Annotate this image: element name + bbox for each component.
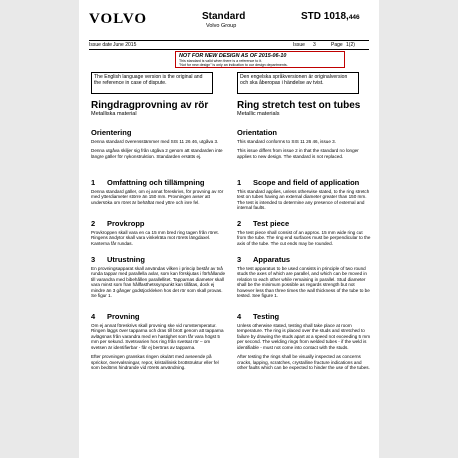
section-title: Provning	[107, 311, 140, 321]
notice-line-indication: "Not for new design" is only an indication to our design departments.	[179, 63, 288, 68]
section-heading	[237, 128, 373, 137]
swedish-subtitle: Metalliska material	[91, 111, 137, 117]
section-title: Apparatus	[253, 254, 291, 264]
section-title: Orientation	[237, 127, 278, 137]
section-heading	[237, 219, 373, 228]
paragraph: Provkroppen skall vara en ca 15 mm bred ring tagen från röret. Ringens ändytor skall vara vinkelräta mot rörets längdaxel. Kanterna får rundas.	[91, 229, 219, 246]
paragraph: Unless otherwise stated, testing shall take place at room temperature. The ring is placed over the studs and stretched to failure by drawing the studs apart at a speed not exceeding 5 mm per second. The welding rings from welded tubes - if the weld is identifiable - must not come into contact with the studs.	[237, 322, 371, 350]
section-title: Omfattning och tillämpning	[107, 177, 205, 187]
section-en-2	[237, 219, 373, 255]
paragraph: This standard applies, unless otherwise stated, to the ring stretch test on tubes having an external diameter greater than 150 mm. The test is intended to determine any presence of external and internal faults.	[237, 188, 370, 210]
paragraph: En provningsapparat skall användas vilken i princip består av två runda tappar med parallella axlar, som kan förskjutas i förhållande till varandra med bibehållen parallellitet. Tapparnas diameter skall vara minst som fran hållfasthetssynpunkt kan tillåtas, dock ej mindre än 3 gånger godstjockleken hos det rör som skall provas. Se figur 1.	[91, 265, 226, 298]
english-title: Ring stretch test on tubes	[237, 100, 361, 111]
standard-number-suffix: 446	[348, 14, 360, 21]
standard-number-main: STD 1018,	[301, 11, 349, 22]
section-number: 2	[237, 218, 242, 228]
section-heading	[91, 219, 227, 228]
paragraph: This issue differs from issue 2 in that the standard no longer applies to new design. The standard is not replaced.	[237, 148, 359, 159]
paragraph: The test apparatus to be used consists in principle of two round studs the axes of which are parallel, and which can be moved in relation to each other while remaining in parallel. Stud diameter shall be the minimum possible as regards strength but not however less than three times the wall thickness of the tube to be tested. See figure 1.	[237, 265, 370, 298]
swedish-title: Ringdragprovning av rör	[91, 100, 209, 111]
section-number: 4	[237, 311, 242, 321]
paragraph: Denna standard överensstämmer med SIS 11 26 46, utgåva 3.	[91, 138, 219, 144]
section-number: 3	[237, 254, 242, 264]
not-for-new-design-notice	[175, 51, 345, 68]
paragraph: This standard conforms to SIS 11 26 46, issue 3.	[237, 138, 336, 144]
issue-date: June 2015	[113, 42, 137, 48]
section-number: 3	[91, 254, 96, 264]
section-en-3	[237, 255, 373, 312]
section-number: 2	[91, 218, 96, 228]
swedish-column	[91, 100, 227, 375]
paragraph: Om ej annat föreskrivs skall provning ske vid rumstemperatur. Ringen läggs över tapparna och dras till brott genom att tapparna avlägsnas från varandra med en hastighet som får vara högst 5 mm per sekund. Svetsvarien hos ring från svetsat rör – om svetsen är identifierbar - får ej beröras av tapparna.	[91, 322, 224, 350]
page-number: 1(2)	[346, 42, 355, 48]
swedish-version-note: Den engelska språkversionen är originalversion och ska åberopas i händelse av tvist.	[237, 72, 359, 94]
header-subtitle: Volvo Group	[206, 23, 237, 29]
section-number: 4	[91, 311, 96, 321]
volvo-logo: VOLVO	[89, 11, 148, 27]
section-en-1	[237, 178, 373, 219]
notice-headline: NOT FOR NEW DESIGN AS OF 2015-06-10	[179, 53, 287, 59]
section-heading	[237, 255, 373, 264]
paragraph: Denna standard gäller, om ej annat föreskrivs, för provning av rör med ytterdiameter större än 150 mm. Provningen avser att undersöka om röret är behäftat med yttre och inre fel.	[91, 188, 224, 205]
section-sv-1	[91, 178, 227, 219]
issue-number: 3	[313, 42, 316, 48]
section-heading	[91, 178, 227, 187]
section-title: Utrustning	[107, 254, 145, 264]
paragraph: After testing the rings shall be visually inspected as concerns cracks, lapping, scratches, crystalline fracture indications and other faults which can be expected to hinder the use of the tubes.	[237, 354, 370, 370]
paragraph: Efter provningen granskas ringen okulärt med avseende på sprickor, övervalsningar, repor, kristallinisk brottstruktur eller fel som bedöms hindrande vid rörets användning.	[91, 354, 219, 370]
paragraph: Denna utgåva skiljer sig från utgåva 2 genom att standarden inte längre gäller för nykonstruktion. Standarden ersätts ej.	[91, 148, 223, 159]
section-title: Scope and field of application	[253, 177, 360, 187]
page-label: Page	[331, 42, 343, 48]
section-heading	[237, 178, 373, 187]
section-title: Testing	[253, 311, 280, 321]
section-sv-orientering	[91, 128, 227, 178]
section-sv-3	[91, 255, 227, 312]
english-version-note: The English language version is the original and the reference in case of dispute.	[91, 72, 213, 94]
header-rule-top	[89, 40, 369, 41]
section-heading	[91, 312, 227, 321]
section-sv-4	[91, 312, 227, 371]
section-en-4	[237, 312, 373, 371]
header-rule-bottom	[89, 49, 369, 50]
english-column	[237, 100, 373, 375]
section-title: Orientering	[91, 127, 132, 137]
section-title: Provkropp	[107, 218, 145, 228]
section-title: Test piece	[253, 218, 290, 228]
issue-label: Issue	[293, 42, 305, 48]
notice-line-validity: This standard is valid when there is a reference to it.	[179, 59, 263, 63]
english-subtitle: Metallic materials	[237, 111, 280, 117]
section-heading	[91, 128, 227, 137]
header-title: Standard	[202, 11, 246, 22]
section-heading	[237, 312, 373, 321]
paragraph: The test piece shall consist of an approx. 15 mm wide ring cut from the tube. The ring end surfaces must be perpendicular to the axis of the tube. The cut ends may be rounded.	[237, 229, 371, 246]
standard-number	[301, 11, 360, 22]
issue-date-label: Issue date	[89, 42, 113, 48]
section-en-orientation	[237, 128, 373, 178]
section-sv-2	[91, 219, 227, 255]
section-number: 1	[91, 177, 96, 187]
section-heading	[91, 255, 227, 264]
section-number: 1	[237, 177, 242, 187]
document-page	[79, 0, 379, 458]
